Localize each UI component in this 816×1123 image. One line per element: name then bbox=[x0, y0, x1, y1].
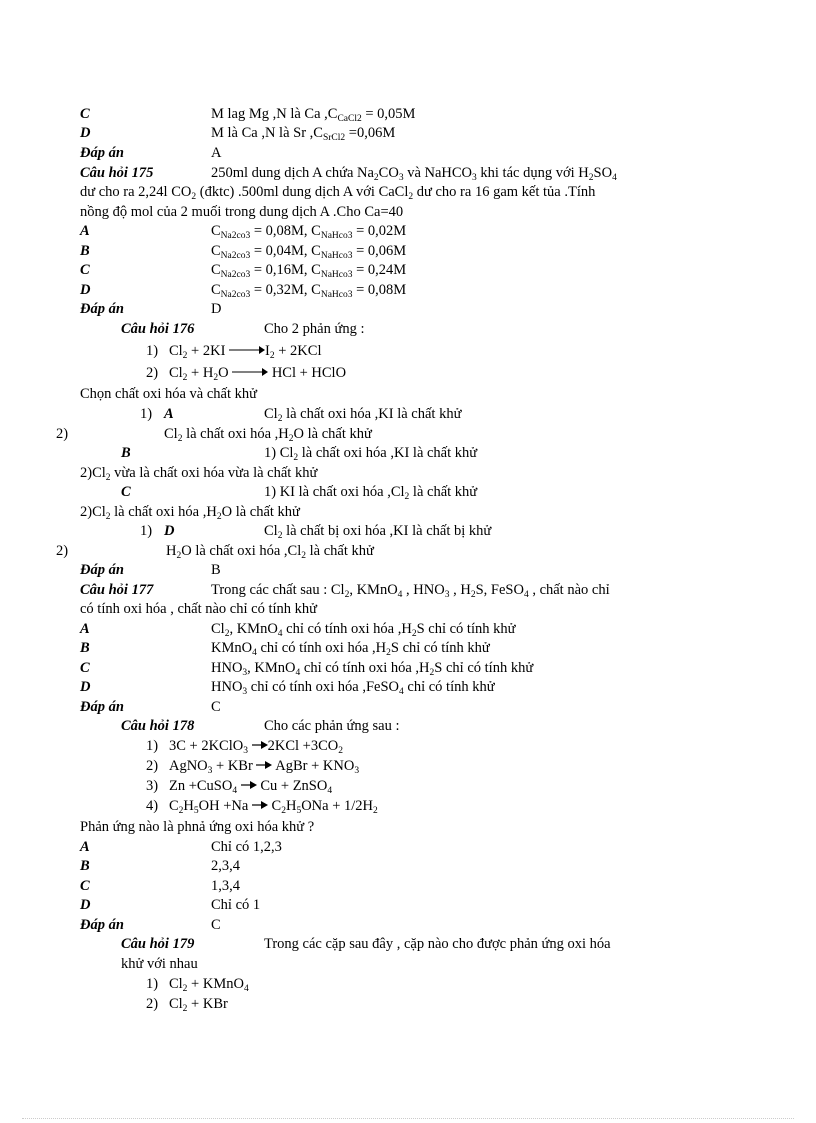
option-number: 2) bbox=[56, 426, 69, 442]
option-c-label: C bbox=[80, 106, 90, 122]
q178-reaction-1: 1) 3C + 2KClO$_3$ $2KCl +3CO_2$ bbox=[146, 738, 343, 756]
q176-reaction-2: 2) $Cl_2 + H_2O$ HCl + HClO bbox=[146, 365, 347, 383]
q175-option-b-text: $C_{Na2co3} = 0,04M$, $C_{NaHco3} = 0,06M$ bbox=[211, 243, 407, 261]
q177-option-b-text: KMnO$_4$ chỉ có tính oxi hóa $,H_2S$ chỉ có tính khử bbox=[211, 640, 490, 658]
q177-text-line1: Trong các chất sau : $Cl_2$, KMnO$_4$ , $HNO_3$ , $H_2S$, FeSO$_4$ , chất nào chỉ bbox=[211, 582, 610, 600]
q178-prompt: Phản ứng nào là phnả ứng oxi hóa khử ? bbox=[80, 819, 315, 835]
answer-label: Đáp án bbox=[80, 699, 124, 715]
option-a-label: A bbox=[164, 406, 174, 422]
reaction-arrow-icon bbox=[232, 367, 268, 377]
option-number: 1) bbox=[140, 406, 153, 422]
q178-option-c-text: 1,3,4 bbox=[211, 878, 240, 894]
q177-option-a-text: $Cl_2$, KMnO$_4$ chỉ có tính oxi hóa $,H_2S$ chỉ có tính khử bbox=[211, 621, 516, 639]
q176-option-b-line1: 1) $Cl_2$ là chất oxi hóa ,KI là chất khử bbox=[264, 445, 478, 463]
option-b-label: B bbox=[121, 445, 131, 461]
q175-text-line3: nồng độ mol của 2 muối trong dung dịch A .Cho Ca=40 bbox=[80, 204, 404, 220]
reaction-arrow-icon bbox=[241, 780, 257, 790]
option-number: 1) bbox=[140, 523, 153, 539]
q175-option-d-text: $C_{Na2co3} = 0,32M$, $C_{NaHco3} = 0,08M$ bbox=[211, 282, 407, 300]
option-c-label: C bbox=[80, 262, 90, 278]
q176-option-a-line1: $Cl_2$ là chất oxi hóa ,KI là chất khử bbox=[264, 406, 462, 424]
answer-label: Đáp án bbox=[80, 562, 124, 578]
q178-option-b-text: 2,3,4 bbox=[211, 858, 240, 874]
question-label: Câu hỏi 177 bbox=[80, 582, 154, 598]
option-c-label: C bbox=[80, 660, 90, 676]
q179-pair-2: 2) $Cl_2$ + KBr bbox=[146, 996, 228, 1014]
q176-prompt: Chọn chất oxi hóa và chất khử bbox=[80, 386, 257, 402]
answer-label: Đáp án bbox=[80, 301, 124, 317]
q179-text-line1: Trong các cặp sau đây , cặp nào cho được phản ứng oxi hóa bbox=[264, 936, 611, 952]
option-a-label: A bbox=[80, 839, 90, 855]
answer-value: C bbox=[211, 917, 221, 933]
option-a-label: A bbox=[80, 621, 90, 637]
option-d-label: D bbox=[80, 125, 91, 141]
q176-option-d-line2: $H_2O$ là chất oxi hóa $,Cl_2$ là chất khử bbox=[166, 543, 374, 561]
option-a-label: A bbox=[80, 223, 90, 239]
q174-option-c-text: M lag Mg ,N là Ca $,C_{CaCl2} = 0,05M$ bbox=[211, 106, 416, 124]
q175-option-a-text: $C_{Na2co3} = 0,08M$, $C_{NaHco3} = 0,02M$ bbox=[211, 223, 407, 241]
q178-intro: Cho các phản ứng sau : bbox=[264, 718, 400, 734]
answer-value: D bbox=[211, 301, 222, 317]
q175-text-line2: dư cho ra 2,24l $CO_2$ (đktc) .500ml dung dịch A với CaCl$_2$ dư cho ra 16 gam kết tủa .Tính bbox=[80, 184, 596, 202]
q175-text-line1: 250ml dung dịch A chứa $Na_2CO_3$ và NaHCO$_3$ khi tác dụng với $H_2SO_4$ bbox=[211, 165, 617, 183]
question-label: Câu hỏi 176 bbox=[121, 321, 195, 337]
q177-option-c-text: $HNO_3$, KMnO$_4$ chỉ có tính oxi hóa $,H_2S$ chỉ có tính khử bbox=[211, 660, 534, 678]
q177-text-line2: có tính oxi hóa , chất nào chỉ có tính khử bbox=[80, 601, 317, 617]
q176-option-b-line2: $2)Cl_2$ vừa là chất oxi hóa vừa là chất khử bbox=[80, 465, 318, 483]
q177-option-d-text: $HNO_3$ chỉ có tính oxi hóa ,FeSO$_4$ chỉ có tính khử bbox=[211, 679, 495, 697]
option-d-label: D bbox=[80, 897, 91, 913]
reaction-arrow-icon bbox=[229, 345, 265, 355]
q179-pair-1: 1) $Cl_2$ + KMnO$_4$ bbox=[146, 976, 249, 994]
q176-reaction-1: 1) $Cl_2 + 2KI$ $I_2 + 2KCl$ bbox=[146, 343, 322, 361]
question-label: Câu hỏi 178 bbox=[121, 718, 195, 734]
option-number: 2) bbox=[56, 543, 69, 559]
q175-option-c-text: $C_{Na2co3} = 0,16M$, $C_{NaHco3} = 0,24M$ bbox=[211, 262, 407, 280]
q178-reaction-3: 3) Zn +CuSO$_4$ Cu + ZnSO$_4$ bbox=[146, 778, 333, 796]
answer-value: A bbox=[211, 145, 222, 161]
question-label: Câu hỏi 179 bbox=[121, 936, 195, 952]
q176-option-c-line2: $2)Cl_2$ là chất oxi hóa $,H_2O$ là chất khử bbox=[80, 504, 300, 522]
q178-option-d-text: Chỉ có 1 bbox=[211, 897, 261, 913]
option-b-label: B bbox=[80, 640, 90, 656]
answer-label: Đáp án bbox=[80, 917, 124, 933]
reaction-arrow-icon bbox=[252, 800, 268, 810]
reaction-arrow-icon bbox=[256, 760, 272, 770]
q178-option-a-text: Chỉ có 1,2,3 bbox=[211, 839, 282, 855]
option-b-label: B bbox=[80, 858, 90, 874]
reaction-arrow-icon bbox=[252, 740, 268, 750]
option-c-label: C bbox=[80, 878, 90, 894]
q176-option-c-line1: 1) KI là chất oxi hóa $,Cl_2$ là chất khử bbox=[264, 484, 478, 502]
option-b-label: B bbox=[80, 243, 90, 259]
question-label: Câu hỏi 175 bbox=[80, 165, 154, 181]
answer-value: C bbox=[211, 699, 221, 715]
page-bottom-border bbox=[22, 1118, 794, 1119]
answer-value: B bbox=[211, 562, 221, 578]
q179-text-line2: khử với nhau bbox=[121, 956, 198, 972]
answer-label: Đáp án bbox=[80, 145, 124, 161]
q176-option-d-line1: $Cl_2$ là chất bị oxi hóa ,KI là chất bị khử bbox=[264, 523, 492, 541]
q176-intro: Cho 2 phản ứng : bbox=[264, 321, 365, 337]
option-d-label: D bbox=[164, 523, 175, 539]
option-c-label: C bbox=[121, 484, 131, 500]
q178-reaction-4: 4) $C_2H_5OH +Na$ $C_2H_5ONa + 1/2H_2$ bbox=[146, 798, 378, 816]
q176-option-a-line2: $Cl_2$ là chất oxi hóa $,H_2O$ là chất khử bbox=[164, 426, 372, 444]
q174-option-d-text: M là Ca ,N là Sr $,C_{SrCl2} =0,06M$ bbox=[211, 125, 396, 143]
option-d-label: D bbox=[80, 679, 91, 695]
q178-reaction-2: 2) AgNO$_3$ + KBr AgBr + $KNO_3$ bbox=[146, 758, 360, 776]
option-d-label: D bbox=[80, 282, 91, 298]
